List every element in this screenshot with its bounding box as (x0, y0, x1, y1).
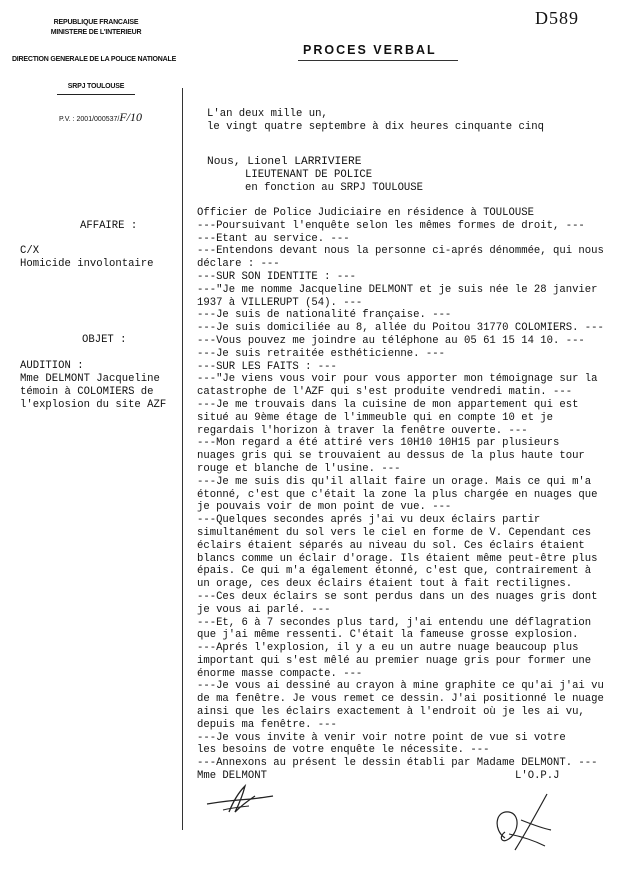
body-line: ---Poursuivant l'enquête selon les mêmes formes de droit, --- (197, 219, 585, 232)
date-line-1: L'an deux mille un, (207, 108, 328, 120)
body-line: simultanément du sol vers le ciel en forme de V. Cependant ces (197, 526, 592, 539)
title-underline (298, 60, 458, 61)
body-line: blancs comme un éclair d'orage. Ils étaient même peut-être plus (197, 552, 598, 565)
header-direction: DIRECTION GENERALE DE LA POLICE NATIONALE (11, 56, 177, 63)
officer-signature-label: L'O.P.J (515, 770, 560, 782)
affaire-line: Homicide involontaire (20, 258, 154, 270)
pv-handwritten: F/10 (119, 110, 143, 124)
body-line: ---Etant au service. --- (197, 232, 350, 245)
body-line: Officier de Police Judiciaire en résidence à TOULOUSE (197, 207, 534, 219)
objet-line: l'explosion du site AZF (20, 399, 167, 411)
body-line: de ma fenêtre. Je vous remet ce dessin. J'ai positionné le nuage (197, 693, 604, 706)
body-line: 1937 à VILLERUPT (54). --- (197, 296, 363, 309)
body-line: ---Vous pouvez me joindre au téléphone au 05 61 15 14 10. --- (197, 334, 585, 347)
body-line: déclare : --- (197, 258, 280, 271)
officer-rank: LIEUTENANT DE POLICE (245, 169, 373, 181)
body-line: étonné, c'est que c'était la zone la plus chargée en nuages que (197, 488, 598, 501)
date-line-2: le vingt quatre septembre à dix heures cinquante cinq (207, 121, 544, 133)
officer-unit: en fonction au SRPJ TOULOUSE (245, 182, 424, 194)
body-line: catastrophe de l'AZF qui s'est produite vendredi matin. --- (197, 386, 573, 399)
body-line: ---Je me suis dis qu'il allait faire un orage. Mais ce qui m'a (197, 475, 592, 488)
body-line: ---Je vous invite à venir voir notre point de vue si votre (197, 731, 566, 744)
body-line: nuages gris qui se trouvaient au dessus de la plus haute tour (197, 450, 585, 463)
body-line: ---SUR SON IDENTITE : --- (197, 270, 356, 283)
body-line: je pouvais voir de mon point de vue. --- (197, 501, 452, 514)
body-line: ---Ces deux éclairs se sont perdus dans un des nuages gris dont (197, 590, 598, 603)
objet-line: AUDITION : (20, 360, 84, 372)
objet-label: OBJET : (82, 334, 127, 346)
body-line: ---Quelques secondes aprés j'ai vu deux éclairs partir (197, 514, 541, 527)
affaire-line: C/X (20, 245, 40, 257)
header-republique: REPUBLIQUE FRANCAISE (53, 19, 139, 26)
body-line: ---Je suis retraitée esthéticienne. --- (197, 347, 445, 360)
objet-line: Mme DELMONT Jacqueline (20, 373, 160, 385)
witness-signature-label: Mme DELMONT (197, 770, 267, 782)
body-line: ---Je vous ai dessiné au crayon à mine graphite ce qu'ai j'ai vu (197, 680, 604, 693)
body-line: situé au 9ème étage de l'immeuble qui en compte 10 et je (197, 411, 554, 424)
affaire-label: AFFAIRE : (80, 220, 138, 232)
body-line: ---Je suis domiciliée au 8, allée du Poitou 31770 COLOMIERS. --- (197, 322, 604, 335)
header-ministere: MINISTERE DE L'INTERIEUR (50, 29, 142, 36)
body-line: important qui s'est mêlé au premier nuage gris pour former une (197, 654, 592, 667)
document-number: D589 (535, 8, 579, 28)
body-line: ---Aprés l'explosion, il y a eu un autre nuage beaucoup plus (197, 642, 579, 655)
body-line: ---Je suis de nationalité française. --- (197, 309, 452, 322)
witness-signature (205, 782, 275, 820)
officer-signature (485, 790, 565, 860)
body-line: ---"Je me nomme Jacqueline DELMONT et je suis née le 28 janvier (197, 283, 598, 296)
body-line: regardais l'horizon à traver la fenêtre ouverte. --- (197, 424, 528, 437)
body-line: épais. Ce qui m'a également étonné, c'est que, contrairement à (197, 565, 592, 578)
body-line: un orage, ces deux éclairs étaient tout à fait rectilignes. (197, 578, 573, 591)
body-line: éclairs étaient séparés au niveau du sol. Ces éclairs étaient (197, 539, 585, 552)
body-line: ---Annexons au présent le dessin établi par Madame DELMONT. --- (197, 757, 598, 770)
header-srpj: SRPJ TOULOUSE (67, 83, 125, 90)
body-line: énorme masse compacte. --- (197, 667, 363, 680)
body-line: ---SUR LES FAITS : --- (197, 360, 337, 373)
body-line: ---Je me trouvais dans la cuisine de mon appartement qui est (197, 398, 579, 411)
body-line: les besoins de votre enquête le nécessite. --- (197, 744, 490, 757)
statement-body (197, 207, 609, 770)
body-line: ---Mon regard a été attiré vers 10H10 10H15 par plusieurs (197, 437, 560, 450)
body-line: je vous ai parlé. --- (197, 603, 331, 616)
pv-label: P.V. : 2001/000537/ (59, 116, 120, 123)
officer-name: Nous, Lionel LARRIVIERE (207, 156, 362, 168)
body-line: ---"Je viens vous voir pour vous apporter mon témoignage sur la (197, 373, 598, 386)
pv-number (59, 110, 142, 125)
body-line: rouge et blanche de l'usine. --- (197, 462, 401, 475)
body-line: depuis ma fenêtre. --- (197, 718, 337, 731)
objet-line: témoin à COLOMIERS de (20, 386, 154, 398)
body-line: ---Et, 6 à 7 secondes plus tard, j'ai entendu une déflagration (197, 616, 592, 629)
body-line: ainsi que les éclairs exactement à l'endroit où je les ai vu, (197, 706, 585, 719)
header-underline (57, 94, 135, 95)
body-line: ---Entendons devant nous la personne ci-aprés dénommée, qui nous (197, 245, 604, 258)
page-title: PROCES VERBAL (303, 43, 437, 57)
margin-rule (182, 88, 183, 830)
body-line: que j'ai même ressenti. C'était la fameuse grosse explosion. (197, 629, 579, 642)
